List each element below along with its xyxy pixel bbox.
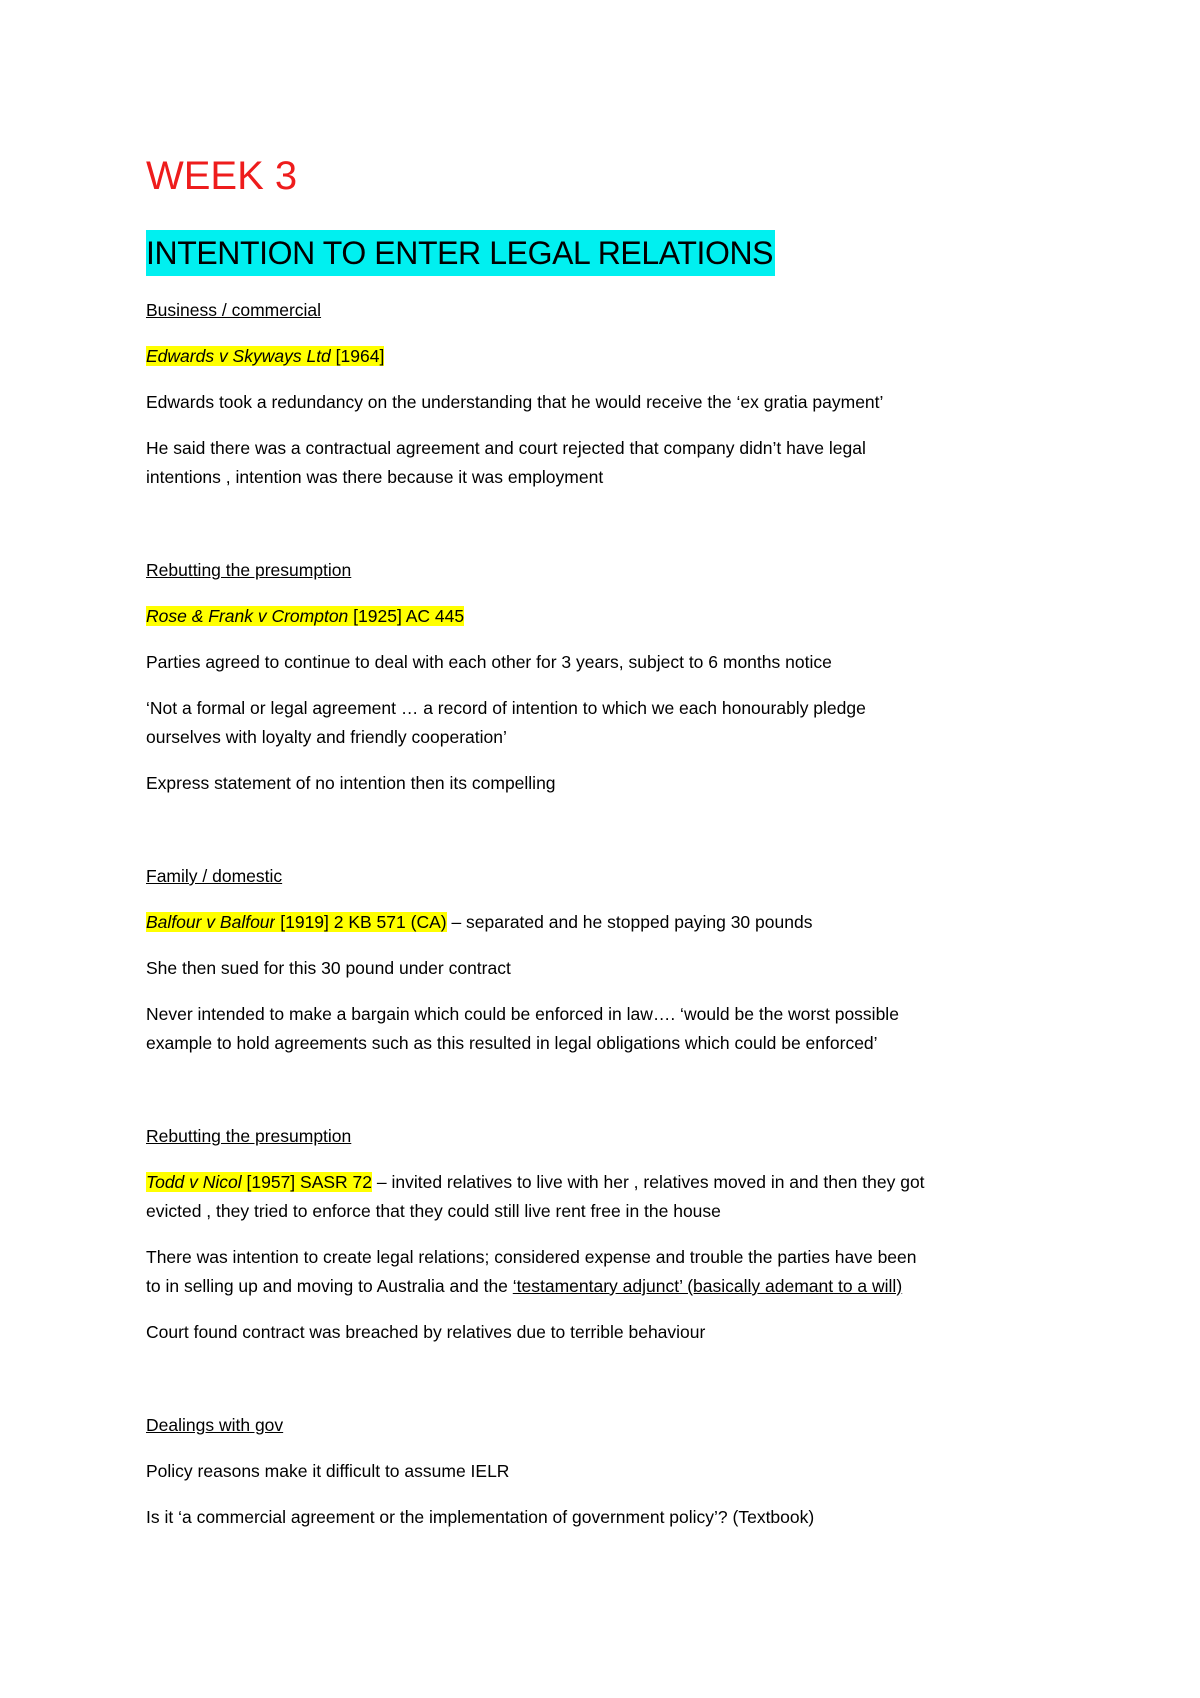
case-name-highlight: Rose & Frank v Crompton [146, 606, 349, 626]
paragraph: There was intention to create legal relations; considered expense and trouble the parties have been [146, 1247, 917, 1267]
paragraph: Never intended to make a bargain which could be enforced in law…. ‘would be the worst possible [146, 1004, 899, 1024]
paragraph: Policy reasons make it difficult to assume IELR [146, 1461, 510, 1481]
paragraph: intentions , intention was there because it was employment [146, 467, 604, 487]
case-summary: – invited relatives to live with her , relatives moved in and then they got [372, 1172, 925, 1192]
paragraph: ourselves with loyalty and friendly cooperation’ [146, 727, 507, 747]
case-edwards [146, 342, 384, 371]
case-name-highlight: Todd v Nicol [146, 1172, 242, 1192]
case-rose-frank [146, 602, 464, 631]
case-name-highlight: Edwards v Skyways Ltd [146, 346, 331, 366]
case-balfour [146, 908, 812, 937]
case-name-highlight: Balfour v Balfour [146, 912, 276, 932]
section-heading-rebut-2: Rebutting the presumption [146, 1126, 352, 1146]
week-title: WEEK 3 [146, 154, 298, 198]
paragraph: He said there was a contractual agreement and court rejected that company didn’t have legal [146, 438, 866, 458]
paragraph [146, 1272, 902, 1301]
case-citation: [1957] SASR 72 [241, 1172, 373, 1192]
paragraph: Parties agreed to continue to deal with each other for 3 years, subject to 6 months notice [146, 652, 832, 672]
paragraph: Is it ‘a commercial agreement or the implementation of government policy’? (Textbook) [146, 1507, 815, 1527]
case-citation: [1919] 2 KB 571 (CA) [275, 912, 447, 932]
section-heading-rebut-1: Rebutting the presumption [146, 560, 352, 580]
case-todd-nicol [146, 1168, 925, 1197]
paragraph-text: to in selling up and moving to Australia and the [146, 1276, 513, 1296]
underlined-phrase: ‘testamentary adjunct’ (basically ademant to a will) [512, 1276, 903, 1296]
paragraph: evicted , they tried to enforce that they could still live rent free in the house [146, 1201, 721, 1221]
paragraph: ‘Not a formal or legal agreement … a record of intention to which we each honourably pledge [146, 698, 866, 718]
case-citation: [1925] AC 445 [348, 606, 465, 626]
section-heading-gov: Dealings with gov [146, 1415, 284, 1435]
paragraph: Edwards took a redundancy on the understanding that he would receive the ‘ex gratia payment’ [146, 392, 884, 412]
case-citation: [1964] [330, 346, 385, 366]
section-heading-business: Business / commercial [146, 300, 322, 320]
paragraph: Court found contract was breached by relatives due to terrible behaviour [146, 1322, 706, 1342]
paragraph: She then sued for this 30 pound under contract [146, 958, 511, 978]
case-summary: – separated and he stopped paying 30 pounds [446, 912, 813, 932]
paragraph: Express statement of no intention then its compelling [146, 773, 556, 793]
section-heading-family: Family / domestic [146, 866, 283, 886]
paragraph: example to hold agreements such as this resulted in legal obligations which could be enforced’ [146, 1033, 878, 1053]
topic-heading: INTENTION TO ENTER LEGAL RELATIONS [146, 230, 775, 276]
